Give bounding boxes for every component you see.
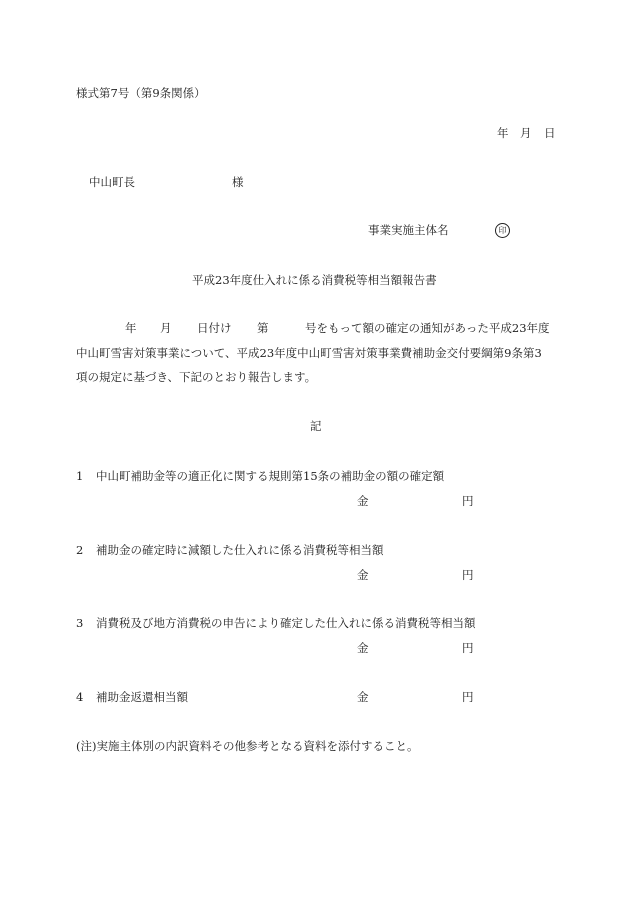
amount-prefix: 金 — [357, 690, 369, 704]
amount-prefix: 金 — [357, 641, 369, 655]
body-month: 月 — [160, 321, 172, 335]
body-line-2: 中山町雪害対策事業について、平成23年度中山町雪害対策事業費補助金交付要綱第9条第3 — [76, 346, 542, 360]
amount-suffix: 円 — [462, 641, 474, 655]
seal-mark — [495, 222, 510, 238]
date-day: 日 — [544, 126, 556, 140]
seal-icon: 印 — [495, 223, 510, 238]
amount-prefix: 金 — [357, 494, 369, 508]
item-number: 2 — [76, 543, 84, 557]
item-text: 中山町補助金等の適正化に関する規則第15条の補助金の額の確定額 — [96, 469, 445, 483]
amount-prefix: 金 — [357, 568, 369, 582]
item-text: 補助金の確定時に減額した仕入れに係る消費税等相当額 — [96, 543, 384, 557]
item-number: 3 — [76, 616, 84, 630]
item-number: 4 — [76, 690, 84, 704]
item-text: 補助金返還相当額 — [96, 690, 188, 704]
applicant-label: 事業実施主体名 — [368, 223, 449, 237]
item-number: 1 — [76, 469, 84, 483]
amount-suffix: 円 — [462, 568, 474, 582]
body-number-suffix: 号をもって額の確定の通知があった平成23年度 — [305, 321, 550, 335]
document-title: 平成23年度仕入れに係る消費税等相当額報告書 — [192, 273, 437, 287]
addressee-honorific: 様 — [232, 175, 244, 189]
body-number-prefix: 第 — [257, 321, 269, 335]
addressee-name: 中山町長 — [89, 175, 135, 189]
body-year: 年 — [125, 321, 137, 335]
body-line-3: 項の規定に基づき、下記のとおり報告します。 — [76, 370, 317, 384]
amount-suffix: 円 — [462, 494, 474, 508]
ki-heading: 記 — [310, 419, 322, 433]
body-day-dated: 日付け — [197, 321, 232, 335]
form-number: 様式第7号（第9条関係） — [76, 86, 206, 100]
date-year: 年 — [497, 126, 509, 140]
footnote: (注)実施主体別の内訳資料その他参考となる資料を添付すること。 — [76, 739, 419, 753]
date-month: 月 — [520, 126, 532, 140]
item-text: 消費税及び地方消費税の申告により確定した仕入れに係る消費税等相当額 — [96, 616, 476, 630]
amount-suffix: 円 — [462, 690, 474, 704]
